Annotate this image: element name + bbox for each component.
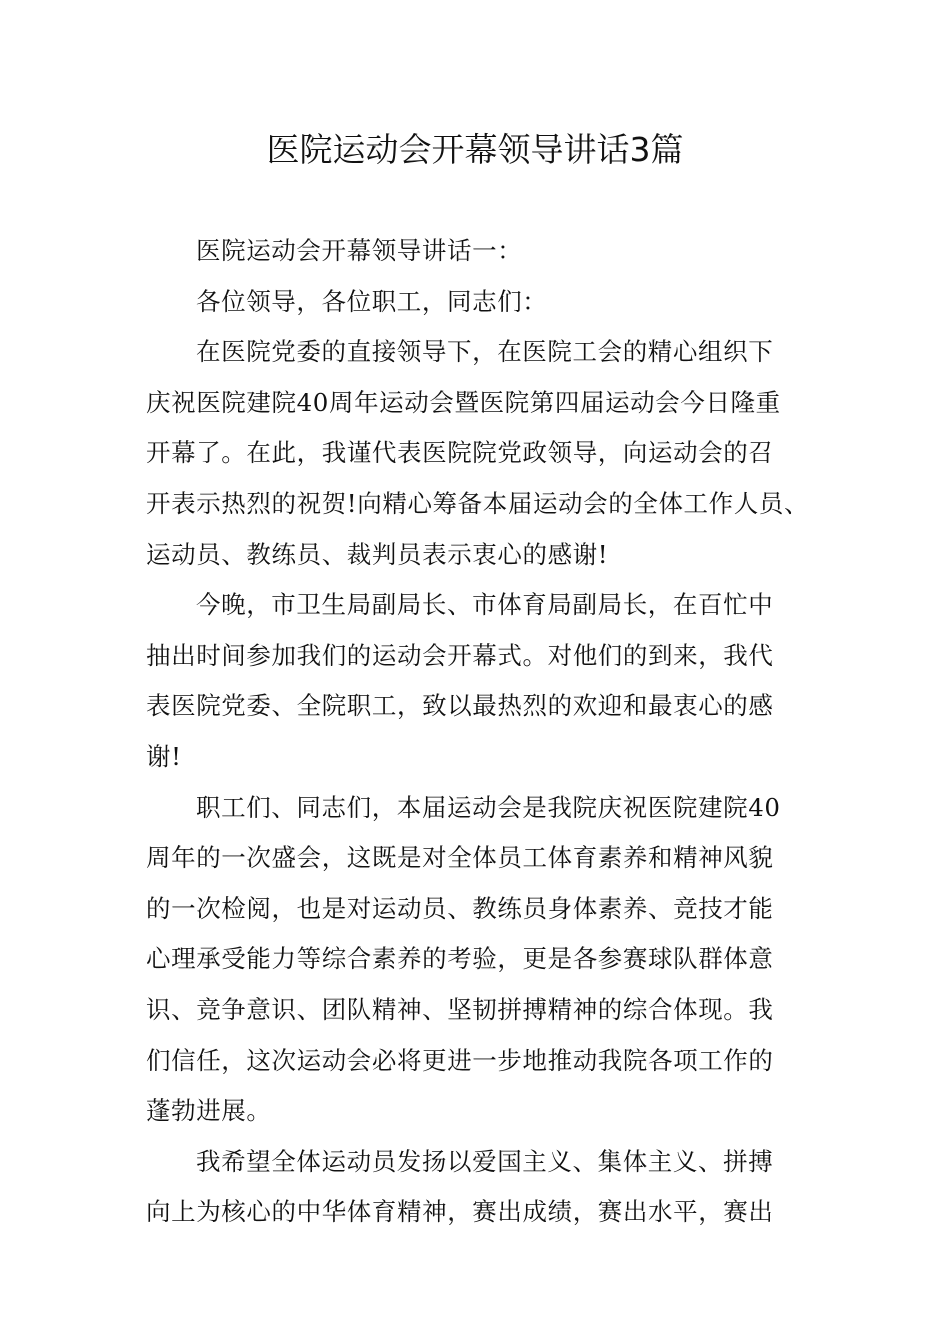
text-line: 识、竞争意识、团队精神、坚韧拼搏精神的综合体现。我 (146, 994, 774, 1024)
text-line: 心理承受能力等综合素养的考验，更是各参赛球队群体意 (146, 944, 774, 974)
text-line: 向上为核心的中华体育精神，赛出成绩，赛出水平，赛出 (146, 1197, 774, 1227)
text-line: 在医院党委的直接领导下，在医院工会的精心组织下 (196, 337, 774, 367)
text-line: 庆祝医院建院40周年运动会暨医院第四届运动会今日隆重 (146, 387, 781, 417)
text-line: 蓬勃进展。 (146, 1096, 272, 1126)
text-line: 周年的一次盛会，这既是对全体员工体育素养和精神风貌 (146, 843, 774, 873)
text-line: 运动员、教练员、裁判员表示衷心的感谢! (146, 539, 609, 569)
text-line: 谢! (146, 741, 182, 771)
text-line: 抽出时间参加我们的运动会开幕式。对他们的到来，我代 (146, 640, 774, 670)
document-title: 医院运动会开幕领导讲话3篇 (266, 130, 684, 169)
section-heading: 医院运动会开幕领导讲话一： (196, 236, 523, 265)
text-line: 我希望全体运动员发扬以爱国主义、集体主义、拼搏 (196, 1146, 774, 1176)
document-body (146, 226, 814, 1238)
text-line: 今晚，市卫生局副局长、市体育局副局长，在百忙中 (196, 590, 774, 620)
text-line: 开幕了。在此，我谨代表医院院党政领导，向运动会的召 (146, 438, 774, 468)
text-line: 开表示热烈的祝贺!向精心筹备本届运动会的全体工作人员、 (146, 488, 810, 518)
salutation: 各位领导，各位职工，同志们： (196, 286, 548, 316)
text-line: 的一次检阅，也是对运动员、教练员身体素养、竞技才能 (146, 893, 774, 923)
text-line: 们信任，这次运动会必将更进一步地推动我院各项工作的 (146, 1045, 774, 1075)
text-line: 表医院党委、全院职工，致以最热烈的欢迎和最衷心的感 (146, 691, 774, 721)
text-line: 职工们、同志们，本届运动会是我院庆祝医院建院40 (196, 792, 781, 822)
